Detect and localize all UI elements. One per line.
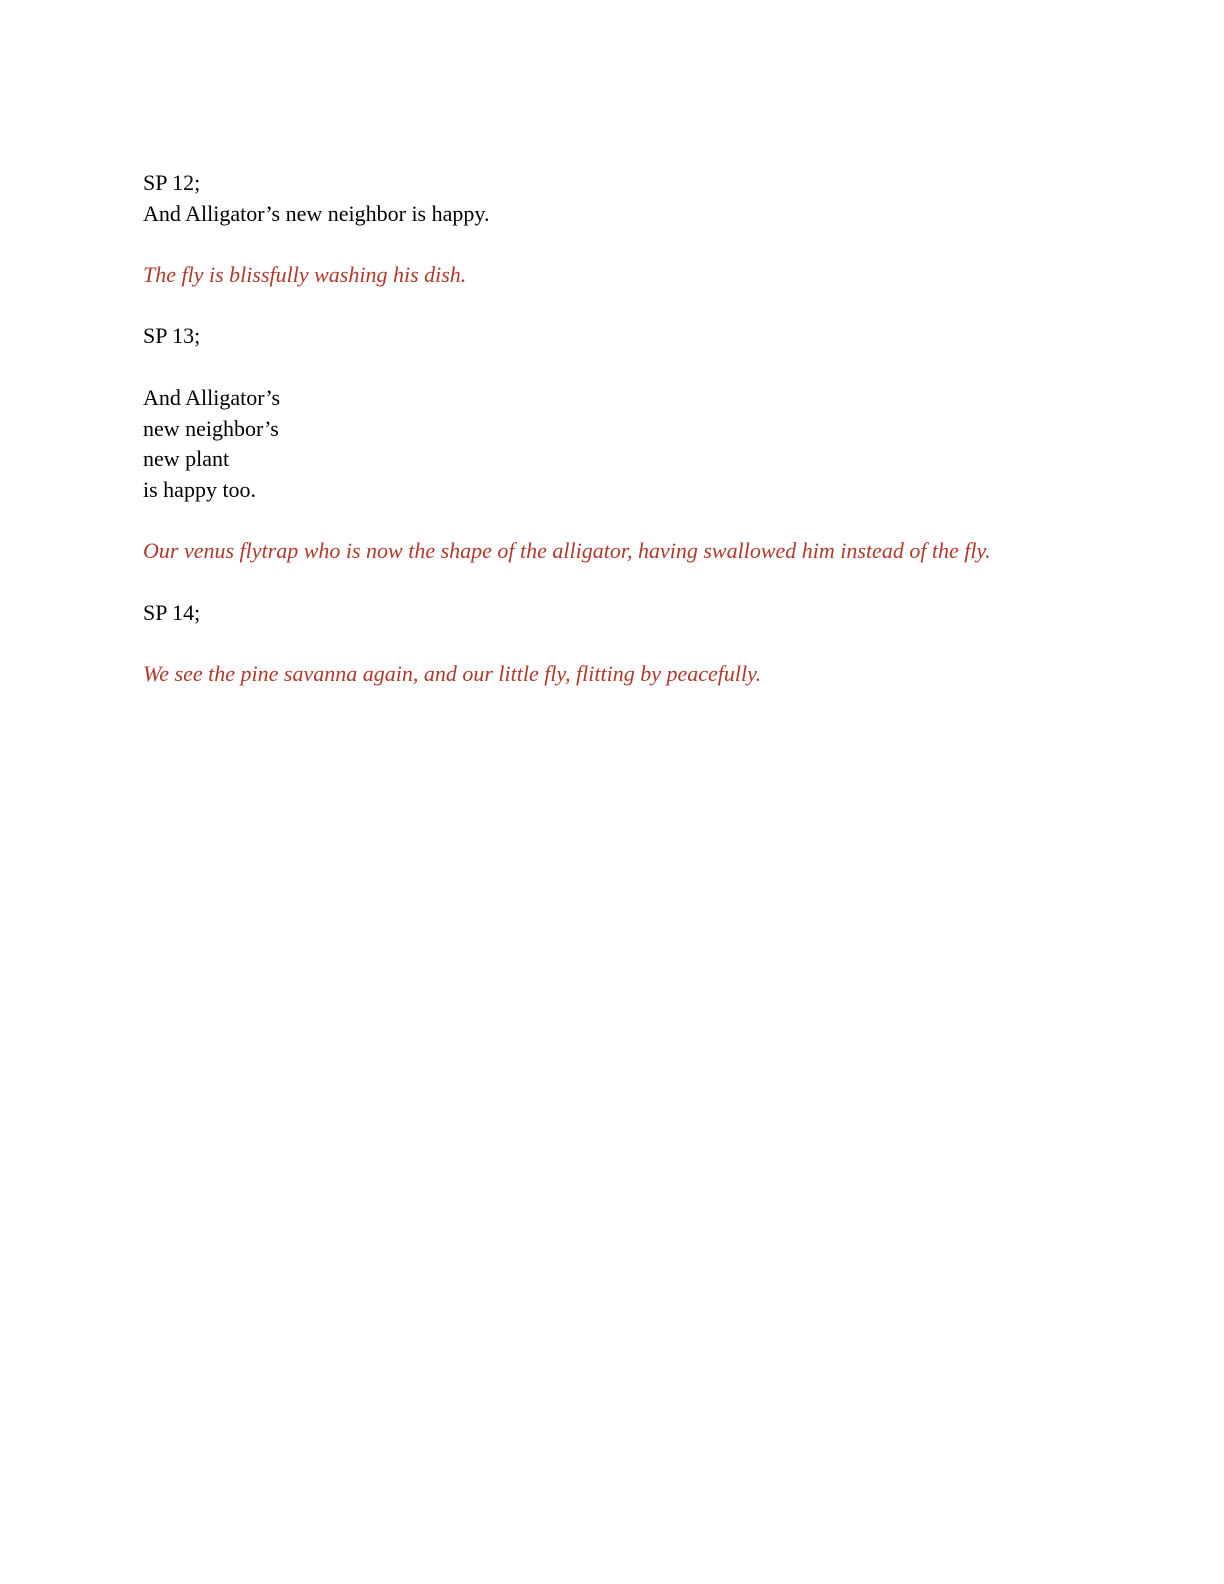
scene-note: Our venus flytrap who is now the shape of the alligator, having swallowed him instead of the fly. [143, 538, 991, 564]
blank-line [143, 506, 1103, 537]
blank-line [143, 567, 1103, 598]
blank-line [143, 229, 1103, 260]
section-heading: SP 14; [143, 599, 201, 625]
section-heading: SP 12; [143, 170, 201, 195]
blank-line [143, 352, 1103, 383]
scene-note: We see the pine savanna again, and our little fly, flitting by peacefully. [143, 661, 762, 686]
script-line: is happy too. [143, 476, 257, 502]
script-line: new plant [143, 446, 230, 472]
blank-line [143, 291, 1103, 322]
blank-line [143, 628, 1103, 659]
scene-note: The fly is blissfully washing his dish. [143, 262, 467, 288]
document-page [143, 168, 1103, 690]
script-line: And Alligator’s [143, 384, 281, 410]
script-line: And Alligator’s new neighbor is happy. [143, 200, 490, 226]
script-line: new neighbor’s [143, 415, 279, 441]
section-heading: SP 13; [143, 323, 201, 349]
